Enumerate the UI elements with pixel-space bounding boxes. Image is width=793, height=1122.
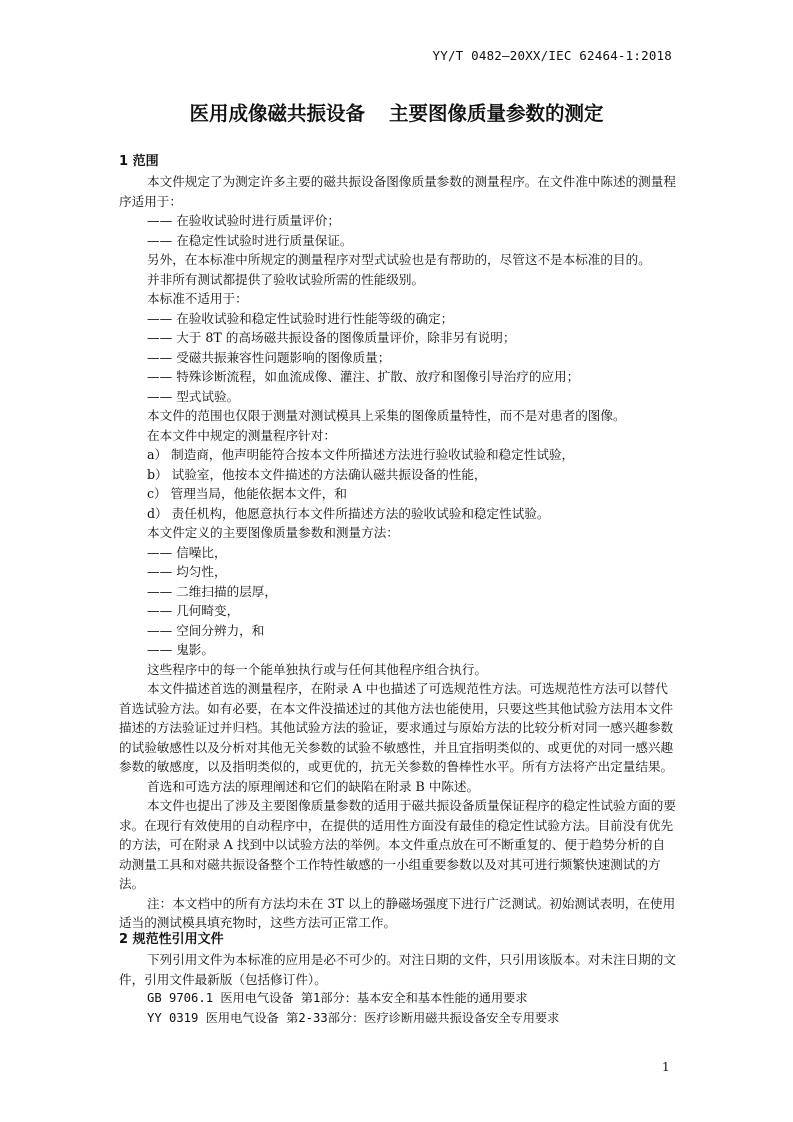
section-2-heading: 2 规范性引用文件 [119, 932, 224, 947]
section-1-heading: 1 范围 [119, 154, 159, 169]
paragraph: 本文件定义的主要图像质量参数和测量方法： [147, 525, 399, 540]
reference-item: YY 0319 医用电气设备 第2-33部分：医疗诊断用磁共振设备安全专用要求 [147, 1010, 560, 1025]
list-item: —— 受磁共振兼容性问题影响的图像质量； [147, 349, 391, 365]
paragraph: 这些程序中的每一个能单独执行或与任何其他程序组合执行。 [147, 661, 488, 677]
page-number: 1 [662, 1060, 670, 1074]
list-item: —— 在验收试验和稳定性试验时进行性能等级的确定； [147, 310, 454, 326]
paragraph: 本文件也提出了涉及主要图像质量参数的适用于磁共振设备质量保证程序的稳定性试验方面的要求。在现行有效使用的自动程序中，在提供的适用性方面没有最佳的稳定性试验方法。目前没有优先的方法，可在附录 A 找到中以试验方法的举例。本文件重点放在可不断重复的、便于趋势分析的自动测量工具和对磁共振设备整个工作特性敏感的一小组重要参数以及对其可进行频繁快速测试的方法。 [119, 798, 676, 891]
paragraph: 本文件描述首选的测量程序，在附录 A 中也描述了可选规范性方法。可选规范性方法可以替代首选试验方法。如有必要，在本文件没描述过的其他方法也能使用，只要这些其他试验方法用本文件描述的方法验证过并归档。其他试验方法的验证，要求通过与原始方法的比较分析对同一感兴趣参数的试验敏感性以及分析对其他无关参数的试验不敏感性，并且宜指明类似的、或更优的对同一感兴趣参数的敏感度，以及指明类似的，或更优的，抗无关参数的鲁棒性水平。所有方法将产出定量结果。 [119, 681, 674, 774]
list-item: —— 信噪比， [147, 544, 227, 560]
list-item: —— 几何畸变， [147, 603, 240, 618]
list-item: —— 鬼影。 [147, 642, 214, 657]
paragraph: 在本文件中规定的测量程序针对： [147, 427, 336, 443]
list-item: —— 特殊诊断流程，如血流成像、灌注、扩散、放疗和图像引导治疗的应用； [147, 369, 580, 384]
paragraph: 本标准不适用于： [147, 291, 248, 306]
document-title [0, 98, 793, 126]
list-item: —— 在稳定性试验时进行质量保证。 [147, 232, 353, 248]
standard-code: YY/T 0482—20XX/IEC 62464-1:2018 [432, 48, 672, 63]
paragraph: 并非所有测试都提供了验收试验所需的性能级别。 [147, 271, 425, 287]
list-item: —— 二维扫描的层厚， [147, 583, 277, 599]
list-item: c） 管理当局，他能依据本文件，和 [147, 486, 347, 501]
reference-item: GB 9706.1 医用电气设备 第1部分：基本安全和基本性能的通用要求 [147, 991, 528, 1005]
section-2-body [119, 950, 677, 1028]
section-1-body [119, 172, 677, 933]
list-item: b） 试验室，他按本文件描述的方法确认磁共振设备的性能， [147, 466, 487, 482]
paragraph: 下列引用文件为本标准的应用是必不可少的。对注日期的文件，只引用该版本。对未注日期的文件，引用文件最新版（包括修订件）。 [119, 952, 676, 987]
paragraph: 首选和可选方法的原理阐述和它们的缺陷在附录 B 中陈述。 [147, 778, 480, 794]
list-item: —— 大于 8T 的高场磁共振设备的图像质量评价，除非另有说明； [147, 330, 516, 345]
list-item: a） 制造商，他声明能符合按本文件所描述方法进行验收试验和稳定性试验， [147, 447, 575, 462]
list-item: —— 型式试验。 [147, 388, 240, 404]
paragraph: 本文件的范围也仅限于测量对测试模具上采集的图像质量特性，而不是对患者的图像。 [147, 408, 626, 423]
list-item: —— 均匀性， [147, 564, 227, 579]
title-part-1: 医用成像磁共振设备 [189, 102, 365, 125]
paragraph: 本文件规定了为测定许多主要的磁共振设备图像质量参数的测量程序。在文件准中陈述的测量程序适用于： [119, 174, 676, 209]
paragraph: 另外，在本标准中所规定的测量程序对型式试验也是有帮助的，尽管这不是本标准的目的。 [147, 252, 651, 267]
list-item: —— 在验收试验时进行质量评价； [147, 213, 340, 228]
title-part-2: 主要图像质量参数的测定 [389, 102, 604, 125]
list-item: —— 空间分辨力，和 [147, 622, 265, 638]
note: 注：本文档中的所有方法均未在 3T 以上的静磁场强度下进行广泛测试。初始测试表明，在使用适当的测试模具填充物时，这些方法可正常工作。 [119, 895, 676, 930]
list-item: d） 责任机构，他愿意执行本文件所描述方法的验收试验和稳定性试验。 [147, 505, 550, 521]
